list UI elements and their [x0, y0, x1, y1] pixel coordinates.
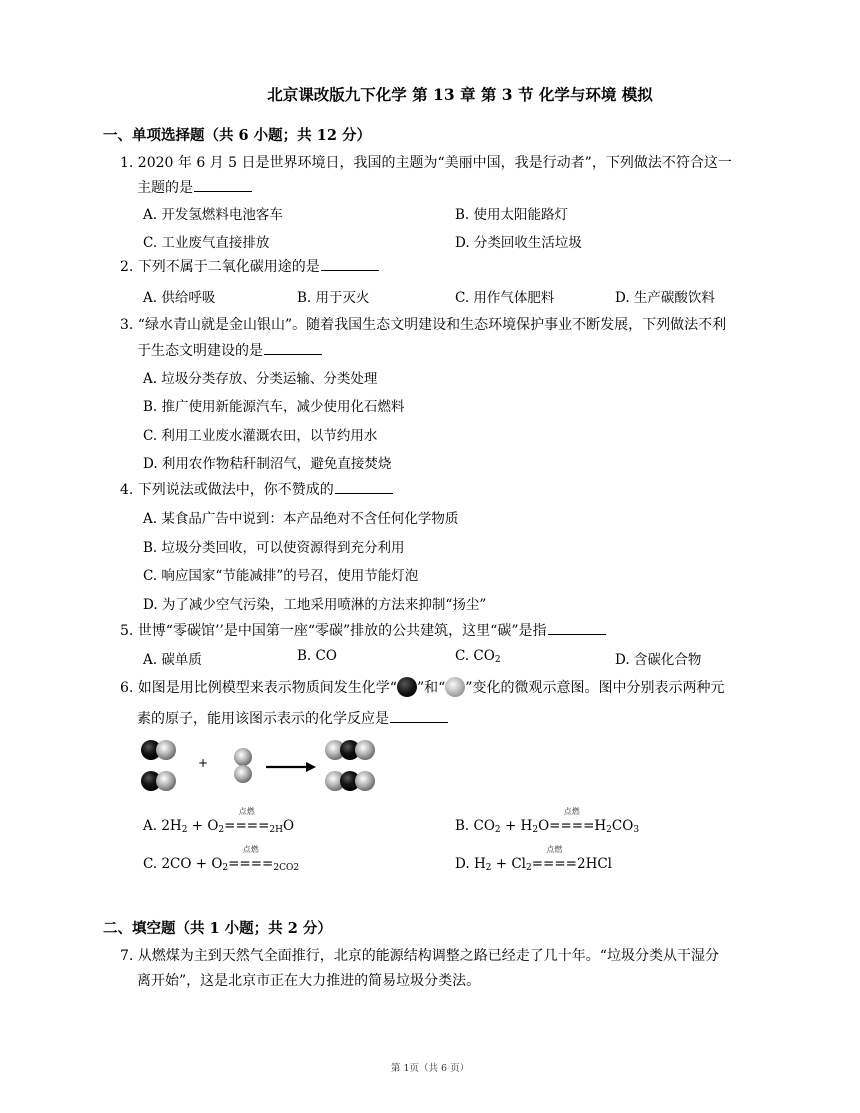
q1-stem-text: 主题的是 [137, 180, 193, 196]
q5-option-c-text: C. CO [455, 648, 495, 664]
q6-option-d-label: D. [455, 856, 474, 872]
q2-stem-text: 2. 下列不属于二氧化碳用途的是 [120, 259, 320, 275]
q6-option-a-label: A. [143, 818, 162, 834]
q6-option-b-mid2: O [538, 818, 550, 834]
gray-atom-icon [355, 740, 375, 760]
plus-sign: + [198, 756, 209, 770]
q1-option-d[interactable]: D. 分类回收生活垃圾 [455, 235, 582, 251]
q2-option-b[interactable]: B. 用于灭火 [297, 290, 370, 306]
equals-arrow: ==== [228, 856, 274, 872]
subscript: 2 [532, 825, 539, 835]
q6-stem-line2 [137, 708, 448, 729]
q6-option-c-label: C. [143, 856, 162, 872]
q5-option-d[interactable]: D. 含碳化合物 [615, 652, 702, 668]
subscript: 2 [606, 825, 612, 835]
q5-stem [120, 620, 606, 641]
subscript: 2 [181, 825, 188, 835]
q6-stem-part1: 6. 如图是用比例模型来表示物质间发生化学“ [120, 680, 397, 696]
q6-stem-part2: ”和“ [416, 680, 446, 696]
gray-atom-icon [156, 771, 176, 791]
q6-stem-line1 [120, 677, 724, 699]
gray-atom-icon [445, 677, 465, 697]
subscript: 2 [494, 825, 501, 835]
q6-option-c-lhs: 2CO + O [161, 856, 223, 872]
q5-option-c-subscript: 2 [494, 655, 501, 665]
q3-option-b[interactable]: B. 推广使用新能源汽车，减少使用化石燃料 [143, 399, 405, 415]
q6-option-b-rhs2: CO [611, 818, 634, 834]
q1-stem-line1: 1. 2020 年 6 月 5 日是世界环境日，我国的主题为“美丽中国，我是行动者”，下列做法不符合这一 [120, 155, 732, 171]
q5-stem-text: 5. 世博“零碳馆’’是中国第一座“零碳”排放的公共建筑，这里“碳”是指 [120, 623, 547, 639]
q4-option-a[interactable]: A. 某食品广告中说到：本产品绝对不含任何化学物质 [143, 511, 459, 527]
product-molecule-2 [325, 771, 375, 791]
q6-option-c-rhs: 2CO [273, 863, 294, 873]
q3-stem-text: 于生态文明建设的是 [137, 343, 263, 359]
q7-stem-line1: 7. 从燃煤为主到天然气全面推行，北京的能源结构调整之路已经走了几十年。“垃圾分类从干湿分 [120, 948, 719, 964]
q6-option-d-mid: + Cl [491, 856, 526, 872]
q2-option-c[interactable]: C. 用作气体肥料 [455, 290, 555, 306]
q3-stem-line2 [137, 340, 322, 361]
q2-option-d[interactable]: D. 生产碳酸饮料 [615, 290, 715, 306]
subscript: 2 [222, 863, 229, 873]
q4-stem [120, 479, 393, 500]
reaction-condition: 点燃 [238, 807, 255, 816]
q7-stem-line2: 离开始”，这是北京市正在大力推进的简易垃圾分类法。 [137, 973, 481, 989]
equals-arrow: ==== [549, 818, 595, 834]
subscript: 2 [526, 863, 532, 873]
q4-option-c[interactable]: C. 响应国家“节能减排”的号召，使用节能灯泡 [143, 568, 419, 584]
product-molecule-1 [325, 740, 375, 760]
page-footer: 第 1页（共 6 页） [390, 1063, 470, 1074]
q6-option-d-rhs: 2HCl [576, 856, 612, 872]
reaction-condition: 点燃 [563, 807, 580, 816]
reactant-molecule-2 [141, 771, 176, 791]
gray-atom-icon [355, 771, 375, 791]
q6-option-d-arrow [531, 845, 577, 872]
black-atom-icon [397, 677, 417, 697]
q3-stem-line1: 3. “绿水青山就是金山银山”。随着我国生态文明建设和生态环境保护事业不断发展，下列做法不利 [120, 317, 727, 333]
reaction-condition: 点燃 [242, 845, 259, 854]
equals-arrow: ==== [224, 818, 270, 834]
q4-option-b[interactable]: B. 垃圾分类回收，可以使资源得到充分利用 [143, 540, 405, 556]
q6-option-d-lhs: H [473, 856, 486, 872]
q6-option-a-rhs: 2H [269, 825, 283, 835]
q6-option-a-rhs2: O [282, 818, 295, 834]
q5-option-c[interactable] [455, 648, 501, 665]
reactant-molecule-3 [234, 748, 252, 783]
q6-option-b[interactable] [455, 807, 640, 835]
q6-option-a[interactable] [143, 807, 295, 835]
q3-option-a[interactable]: A. 垃圾分类存放、分类运输、分类处理 [143, 371, 378, 387]
q3-option-c[interactable]: C. 利用工业废水灌溉农田，以节约用水 [143, 428, 378, 444]
subscript: 2 [485, 863, 492, 873]
equals-arrow: ==== [531, 856, 577, 872]
q6-answer-blank[interactable] [390, 708, 448, 723]
subscript: 2 [293, 863, 300, 873]
q2-option-a[interactable]: A. 供给呼吸 [143, 290, 216, 306]
page-title: 北京课改版九下化学 第 13 章 第 3 节 化学与环境 模拟 [267, 85, 653, 104]
q6-option-a-lhs: 2H [161, 818, 182, 834]
q1-option-a[interactable]: A. 开发氢燃料电池客车 [143, 207, 283, 223]
q6-option-d[interactable] [455, 845, 612, 873]
q6-option-c-arrow [228, 845, 274, 872]
q6-stem-part3: ”变化的微观示意图。图中分别表示两种元 [465, 680, 725, 696]
subscript: 2 [218, 825, 225, 835]
q4-stem-text: 4. 下列说法或做法中，你不赞成的 [120, 482, 334, 498]
q6-option-b-mid: + H [500, 818, 533, 834]
q6-option-b-label: B. [455, 818, 474, 834]
subscript: 3 [633, 825, 640, 835]
q1-answer-blank[interactable] [194, 177, 252, 192]
q6-option-a-mid: + O [187, 818, 219, 834]
q5-option-a[interactable]: A. 碳单质 [143, 652, 202, 668]
q1-stem-line2 [137, 177, 252, 198]
q3-option-d[interactable]: D. 利用农作物秸秆制沼气，避免直接焚烧 [143, 456, 392, 472]
q5-answer-blank[interactable] [548, 620, 606, 635]
q6-reaction-diagram [135, 733, 395, 803]
section-heading-fill: 二、填空题（共 1 小题；共 2 分） [103, 920, 332, 937]
q2-answer-blank[interactable] [321, 256, 379, 271]
reaction-condition: 点燃 [546, 845, 563, 854]
q1-option-b[interactable]: B. 使用太阳能路灯 [455, 207, 569, 223]
section-heading-choice: 一、单项选择题（共 6 小题；共 12 分） [103, 127, 371, 144]
q6-option-b-lhs: CO [473, 818, 495, 834]
q4-answer-blank[interactable] [335, 479, 393, 494]
reactant-molecule-1 [141, 740, 176, 760]
q6-stem-text: 素的原子，能用该图示表示的化学反应是 [137, 711, 389, 727]
q6-option-b-rhs: H [594, 818, 607, 834]
gray-atom-icon [234, 765, 252, 783]
q2-stem [120, 256, 379, 277]
q6-option-b-arrow [549, 807, 595, 834]
q1-option-c[interactable]: C. 工业废气直接排放 [143, 235, 270, 251]
q3-answer-blank[interactable] [264, 340, 322, 355]
gray-atom-icon [234, 748, 252, 766]
q6-option-c[interactable] [143, 845, 300, 873]
q5-option-b[interactable]: B. CO [297, 648, 337, 664]
q4-option-d[interactable]: D. 为了减少空气污染，工地采用喷淋的方法来抑制“扬尘” [143, 597, 487, 613]
q6-option-a-arrow [224, 807, 270, 834]
reaction-arrow-icon [266, 762, 316, 772]
gray-atom-icon [156, 740, 176, 760]
